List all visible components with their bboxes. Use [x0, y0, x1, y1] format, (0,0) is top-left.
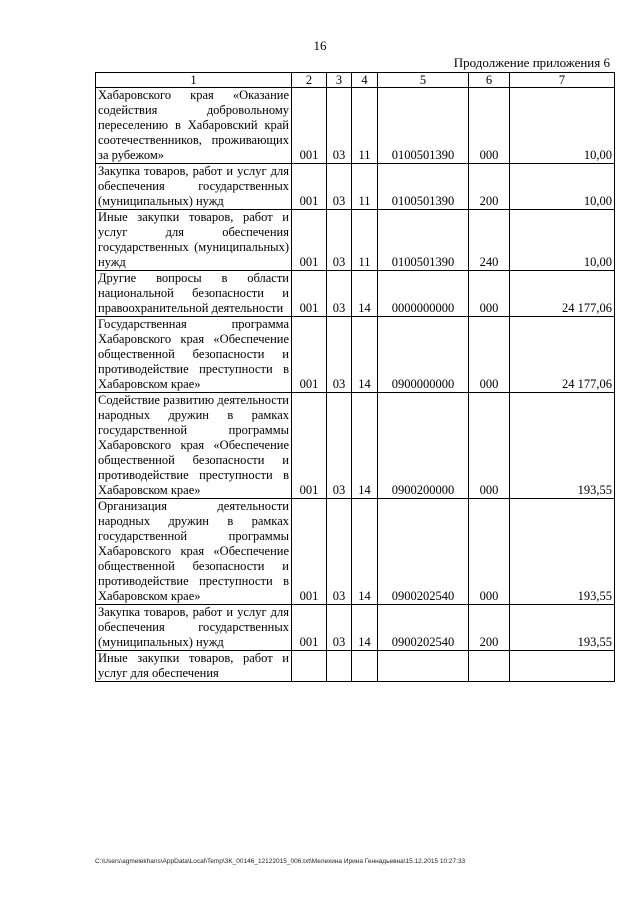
- target-article-code: 0900000000: [378, 317, 469, 393]
- table-row: [96, 605, 615, 651]
- ministry-code: 001: [292, 210, 327, 271]
- column-header: 1: [96, 73, 292, 88]
- subsection-code: 14: [352, 499, 378, 605]
- expense-type-code: [469, 651, 510, 682]
- target-article-code: [378, 651, 469, 682]
- section-code: 03: [327, 317, 352, 393]
- row-name: Закупка товаров, работ и услуг для обеспечения государственных (муниципальных) нужд: [96, 605, 292, 651]
- table-row: [96, 88, 615, 164]
- target-article-code: 0900200000: [378, 393, 469, 499]
- table-row: [96, 651, 615, 682]
- column-header: 4: [352, 73, 378, 88]
- continuation-label: Продолжение приложения 6: [453, 55, 610, 70]
- file-path-footer: C:\Users\agmelekhans\AppData\Local\Temp\3K_00146_12122015_006.txt\Мелехина Ирина Геннадьевна\15.12.2015 10:27:33: [95, 858, 466, 865]
- section-code: [327, 651, 352, 682]
- ministry-code: 001: [292, 271, 327, 317]
- row-name: Другие вопросы в области национальной безопасности и правоохранительной деятельности: [96, 271, 292, 317]
- target-article-code: 0100501390: [378, 88, 469, 164]
- amount: 24 177,06: [510, 271, 615, 317]
- row-name: Закупка товаров, работ и услуг для обеспечения государственных (муниципальных) нужд: [96, 164, 292, 210]
- appendix-table: [95, 72, 615, 682]
- ministry-code: 001: [292, 164, 327, 210]
- table-row: [96, 271, 615, 317]
- amount: 193,55: [510, 393, 615, 499]
- ministry-code: 001: [292, 317, 327, 393]
- header-row: [96, 73, 615, 88]
- target-article-code: 0900202540: [378, 499, 469, 605]
- target-article-code: 0100501390: [378, 164, 469, 210]
- amount: 10,00: [510, 164, 615, 210]
- amount: [510, 651, 615, 682]
- section-code: 03: [327, 605, 352, 651]
- expense-type-code: 200: [469, 605, 510, 651]
- section-code: 03: [327, 393, 352, 499]
- page-number: 16: [313, 38, 327, 53]
- row-name: Хабаровского края «Оказание содействия добровольному переселению в Хабаровский край соотечественников, проживающих за рубежом»: [96, 88, 292, 164]
- column-header: 6: [469, 73, 510, 88]
- table-row: [96, 164, 615, 210]
- table-row: [96, 499, 615, 605]
- section-code: 03: [327, 210, 352, 271]
- row-name: Содействие развитию деятельности народных дружин в рамках государственной программы Хабаровского края «Обеспечение общественной безопасности и противодействие преступности в Хабаровском крае»: [96, 393, 292, 499]
- column-header: 2: [292, 73, 327, 88]
- subsection-code: 11: [352, 210, 378, 271]
- column-header: 3: [327, 73, 352, 88]
- expense-type-code: 000: [469, 317, 510, 393]
- column-header: 5: [378, 73, 469, 88]
- section-code: 03: [327, 164, 352, 210]
- subsection-code: 14: [352, 271, 378, 317]
- expense-type-code: 000: [469, 88, 510, 164]
- expense-type-code: 000: [469, 499, 510, 605]
- amount: 24 177,06: [510, 317, 615, 393]
- amount: 10,00: [510, 88, 615, 164]
- row-name: Иные закупки товаров, работ и услуг для обеспечения: [96, 651, 292, 682]
- table-row: [96, 210, 615, 271]
- expense-type-code: 240: [469, 210, 510, 271]
- column-header: 7: [510, 73, 615, 88]
- subsection-code: 14: [352, 317, 378, 393]
- table-row: [96, 393, 615, 499]
- row-name: Организация деятельности народных дружин в рамках государственной программы Хабаровского края «Обеспечение общественной безопасности и противодействие преступности в Хабаровском крае»: [96, 499, 292, 605]
- ministry-code: 001: [292, 499, 327, 605]
- row-name: Государственная программа Хабаровского края «Обеспечение общественной безопасности и противодействие преступности в Хабаровском крае»: [96, 317, 292, 393]
- amount: 10,00: [510, 210, 615, 271]
- target-article-code: 0100501390: [378, 210, 469, 271]
- subsection-code: 14: [352, 605, 378, 651]
- ministry-code: 001: [292, 605, 327, 651]
- section-code: 03: [327, 499, 352, 605]
- subsection-code: [352, 651, 378, 682]
- target-article-code: 0900202540: [378, 605, 469, 651]
- amount: 193,55: [510, 499, 615, 605]
- ministry-code: 001: [292, 393, 327, 499]
- expense-type-code: 200: [469, 164, 510, 210]
- section-code: 03: [327, 271, 352, 317]
- subsection-code: 11: [352, 88, 378, 164]
- expense-type-code: 000: [469, 393, 510, 499]
- subsection-code: 14: [352, 393, 378, 499]
- row-name: Иные закупки товаров, работ и услуг для обеспечения государственных (муниципальных) нужд: [96, 210, 292, 271]
- expense-type-code: 000: [469, 271, 510, 317]
- ministry-code: [292, 651, 327, 682]
- amount: 193,55: [510, 605, 615, 651]
- table-row: [96, 317, 615, 393]
- subsection-code: 11: [352, 164, 378, 210]
- section-code: 03: [327, 88, 352, 164]
- target-article-code: 0000000000: [378, 271, 469, 317]
- ministry-code: 001: [292, 88, 327, 164]
